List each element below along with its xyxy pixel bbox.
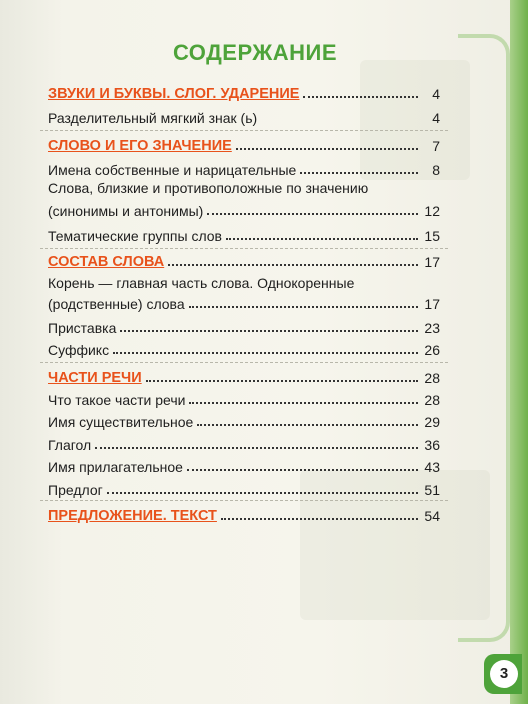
toc-entry-noun[interactable] [48,408,440,430]
entry-label: Глагол [48,437,92,453]
page-ref: 54 [424,508,440,524]
entry-label: Имя прилагательное [48,459,183,475]
divider [40,500,448,501]
toc-entry-line: Слова, близкие и противоположные по значению [48,180,369,196]
dot-leader [95,446,418,449]
page-ref: 28 [424,392,440,408]
dot-leader [189,305,418,308]
page-ref: 51 [424,482,440,498]
dot-leader [113,351,418,354]
page-ref: 15 [424,228,440,244]
toc-section-sentence-text[interactable] [48,502,440,524]
toc-entry-what-parts-of-speech[interactable] [48,386,440,408]
entry-label: Тематические группы слов [48,228,222,244]
page-ref: 28 [424,370,440,386]
section-label: СЛОВО И ЕГО ЗНАЧЕНИЕ [48,138,232,154]
page-ref: 17 [424,254,440,270]
section-label: СОСТАВ СЛОВА [48,254,165,270]
page-ref: 17 [424,296,440,312]
page-ref: 4 [432,86,440,102]
toc-entry-proper-common-nouns[interactable] [48,156,440,178]
toc-entry-preposition[interactable] [48,476,440,498]
entry-label: (синонимы и антонимы) [48,203,204,219]
dot-leader [207,212,418,215]
green-edge-stripe [510,0,528,704]
page-ref: 4 [432,110,440,126]
entry-label: Что такое части речи [48,392,186,408]
toc-entry-line: Корень — главная часть слова. Однокоренные [48,275,355,291]
toc-entry-prefix[interactable] [48,314,440,336]
toc-entry-root[interactable] [48,290,440,312]
toc-entry-thematic-groups[interactable] [48,222,440,244]
section-label: ЗВУКИ И БУКВЫ. СЛОГ. УДАРЕНИЕ [48,86,300,102]
toc-entry-synonyms-antonyms[interactable] [48,197,440,219]
entry-label: Суффикс [48,342,110,358]
toc-section-word-structure[interactable] [48,248,440,270]
dot-leader [187,468,418,471]
toc-section-word-meaning[interactable] [48,132,440,154]
page-ref: 29 [424,414,440,430]
dot-leader [300,171,418,174]
page-title: СОДЕРЖАНИЕ [172,40,338,65]
dot-leader [168,263,418,266]
dot-leader [146,379,418,382]
entry-label: Имена собственные и нарицательные [48,162,297,178]
entry-label: Приставка [48,320,117,336]
entry-label: (родственные) слова [48,296,185,312]
dot-leader [189,401,418,404]
page-ref: 8 [432,162,440,178]
toc-section-parts-of-speech[interactable] [48,364,440,386]
toc-entry-verb[interactable] [48,431,440,453]
section-label: ЧАСТИ РЕЧИ [48,370,142,386]
entry-label: Имя существительное [48,414,194,430]
entry-label: Предлог [48,482,103,498]
dot-leader [303,95,418,98]
toc-entry-soft-sign[interactable] [48,104,440,126]
dot-leader [120,329,418,332]
page-ref: 26 [424,342,440,358]
dot-leader [226,237,418,240]
dot-leader [236,147,418,150]
page-ref: 7 [432,138,440,154]
toc-section-sounds-letters[interactable] [48,80,440,102]
entry-label: Разделительный мягкий знак (ь) [48,110,258,126]
dot-leader [261,121,418,122]
page-number: 3 [490,660,518,688]
divider [40,130,448,131]
toc-entry-suffix[interactable] [48,336,440,358]
green-frame-decoration [458,34,510,642]
page-ref: 36 [424,437,440,453]
page-ref: 23 [424,320,440,336]
page-ref: 43 [424,459,440,475]
dot-leader [221,517,418,520]
dot-leader [107,491,418,494]
divider [40,362,448,363]
section-label: ПРЕДЛОЖЕНИЕ. ТЕКСТ [48,508,217,524]
page-ref: 12 [424,203,440,219]
toc-entry-adjective[interactable] [48,453,440,475]
dot-leader [197,423,418,426]
